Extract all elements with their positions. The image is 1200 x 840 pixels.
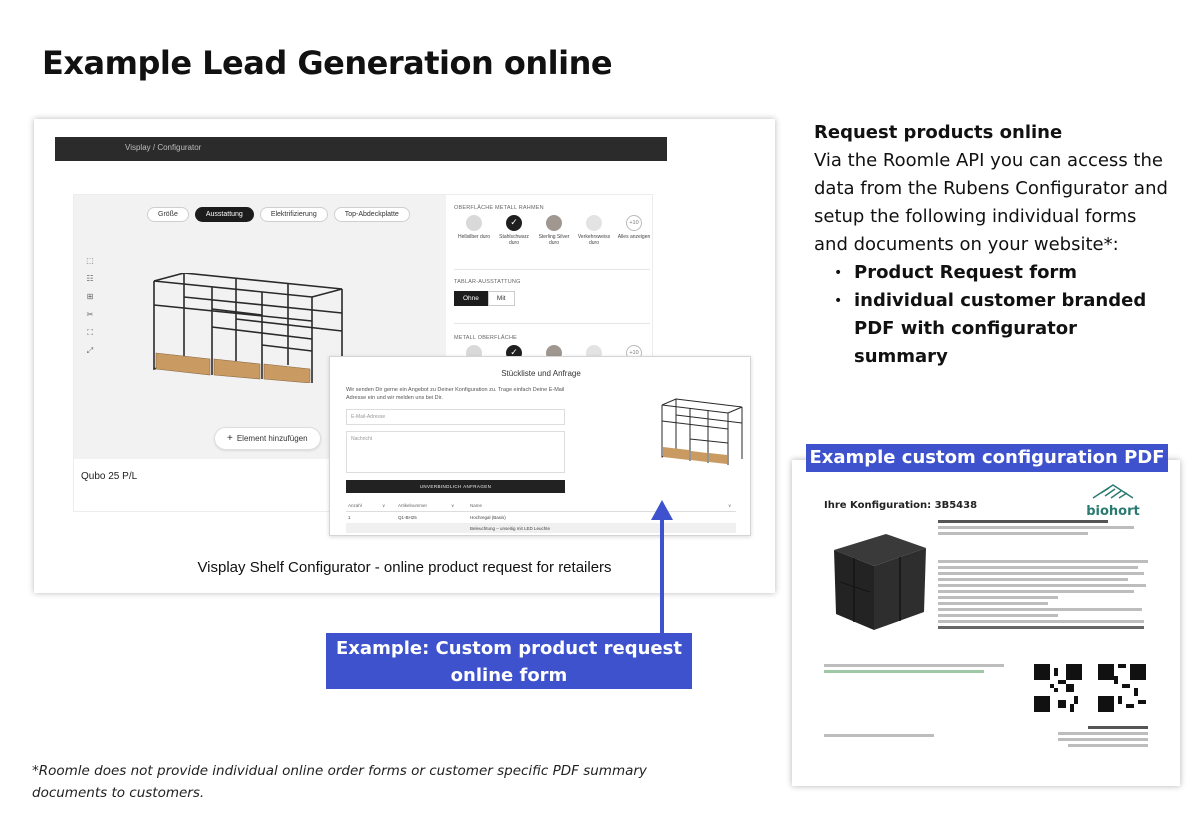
divider [454,323,650,324]
submit-request-button[interactable]: UNVERBINDLICH ANFRAGEN [346,480,565,493]
expand-icon[interactable]: ⛶ [87,328,93,337]
more-swatches-badge: +10 [626,215,642,231]
swatch-circle [466,215,482,231]
pdf-example-badge: Example custom configuration PDF [806,444,1168,472]
col-article: Artikelnummer [398,503,428,508]
pdf-footer-left [824,734,934,740]
add-element-label: Element hinzufügen [236,434,308,443]
feature-item: • individual customer branded PDF with configurator summary [834,287,1174,371]
configurator-top-bar [55,137,667,161]
footnote: *Roomle does not provide individual online order forms or customer specific PDF summary documents to customers. [32,763,647,801]
col-name-sort-icon[interactable]: ∨ [728,503,732,508]
description-body: Via the Roomle API you can access the data from the Rubens Configurator and setup the following individual forms and documents on your website*: [814,150,1168,255]
shelf-equipment-label: TABLAR-AUSSTATTUNG [454,279,521,285]
table-row [346,512,736,522]
feature-item: • Product Request form [834,259,1174,287]
form-callout: Example: Custom product request online form [326,633,692,689]
biohort-roof-icon [1091,482,1135,500]
swatch-name: Hellsilber duro [458,234,490,240]
metal-surface-label: METALL OBERFLÄCHE [454,335,517,341]
feature-list [834,259,1174,371]
swatch-sterling-silver[interactable] [534,215,574,246]
swatch-name: Sterling Silver duro [538,234,570,246]
description-heading: Request products online [814,122,1063,143]
add-square-icon[interactable]: ⊞ [86,292,94,301]
plus-icon: + [227,433,233,444]
pdf-intro-text [938,520,1138,538]
col-name: Name [470,503,483,508]
slide-title: Example Lead Generation online [42,44,613,82]
swatch-circle [586,215,602,231]
pdf-heading: Ihre Konfiguration: 3B5438 [824,500,978,511]
tab-top-cover[interactable]: Top-Abdeckplatte [334,207,410,222]
form-title: Stückliste und Anfrage [501,369,581,378]
frame-swatch-row [454,215,654,246]
row-name: Hochregal (Basis) [470,515,506,520]
toggle-with[interactable]: Mit [488,291,515,306]
form-description: Wir senden Dir gerne ein Angebot zu Deiner Konfiguration zu. Trage einfach Deine E-Mail Adresse ein und wir melden uns bei Dir. [346,387,565,401]
description-block [814,119,1174,371]
row-name: Beleuchtung – unseitig mit LED Leuchte [470,526,551,531]
shelf-equipment-toggle [454,291,515,306]
row-qty: 1 [348,515,351,520]
frame-surface-label: OBERFLÄCHE METALL RAHMEN [454,205,544,211]
measure-icon[interactable]: ✂ [86,310,94,319]
shelf-thumbnail [660,395,744,465]
arrow-up-icon [650,500,674,634]
pdf-parts-list [938,560,1148,632]
swatch-name: Verkehrsweiss duro [577,234,611,246]
toggle-without[interactable]: Ohne [454,291,488,306]
configurator-tabs [147,207,410,222]
more-swatches-badge: +10 [626,345,642,361]
col-article-sort-icon[interactable]: ∨ [451,503,455,508]
divider [454,269,650,270]
show-all-swatches[interactable] [614,215,654,246]
3d-view-icon[interactable]: ⬚ [86,256,94,265]
tab-electrification[interactable]: Elektrifizierung [260,207,328,222]
breadcrumb[interactable]: Visplay / Configurator [125,143,202,152]
fullscreen-icon[interactable]: ⤢ [86,346,94,355]
tab-size[interactable]: Größe [147,207,189,222]
col-qty-sort-icon[interactable]: ∨ [382,503,386,508]
table-row [346,523,736,533]
garden-box-image [830,526,930,636]
swatch-name: Stahlschwarz duro [499,234,529,246]
shelf-3d-model[interactable] [152,273,352,383]
screenshot-caption: Visplay Shelf Configurator - online product request for retailers [197,559,612,576]
tab-equipment[interactable]: Ausstattung [195,207,254,222]
request-form-dialog [329,356,751,536]
parts-table-header [346,500,736,512]
qr-code-icon [1098,664,1146,712]
show-all-label: Alles anzeigen [617,234,651,240]
view-toolbar [84,255,96,357]
email-input[interactable]: E-Mail-Adresse [346,409,565,425]
product-name: Qubo 25 P/L [81,471,138,482]
row-article: Q1-BH25 [398,515,417,520]
message-textarea[interactable]: Nachricht [346,431,565,473]
swatch-stahlschwarz[interactable] [494,215,534,246]
col-qty: Anzahl [348,503,362,508]
swatch-verkehrsweiss[interactable] [574,215,614,246]
biohort-logo [1078,482,1148,519]
qr-code-icon [1034,664,1082,712]
swatch-hellsilber[interactable] [454,215,494,246]
biohort-brand: biohort [1086,504,1140,519]
swatch-circle-selected [506,215,522,231]
clipboard-icon[interactable]: ☷ [86,274,94,283]
swatch-circle [546,215,562,231]
pdf-example-card [792,460,1180,786]
add-element-button[interactable] [214,427,321,450]
pdf-footer-address [1058,726,1148,750]
pdf-link-text [824,664,1014,676]
